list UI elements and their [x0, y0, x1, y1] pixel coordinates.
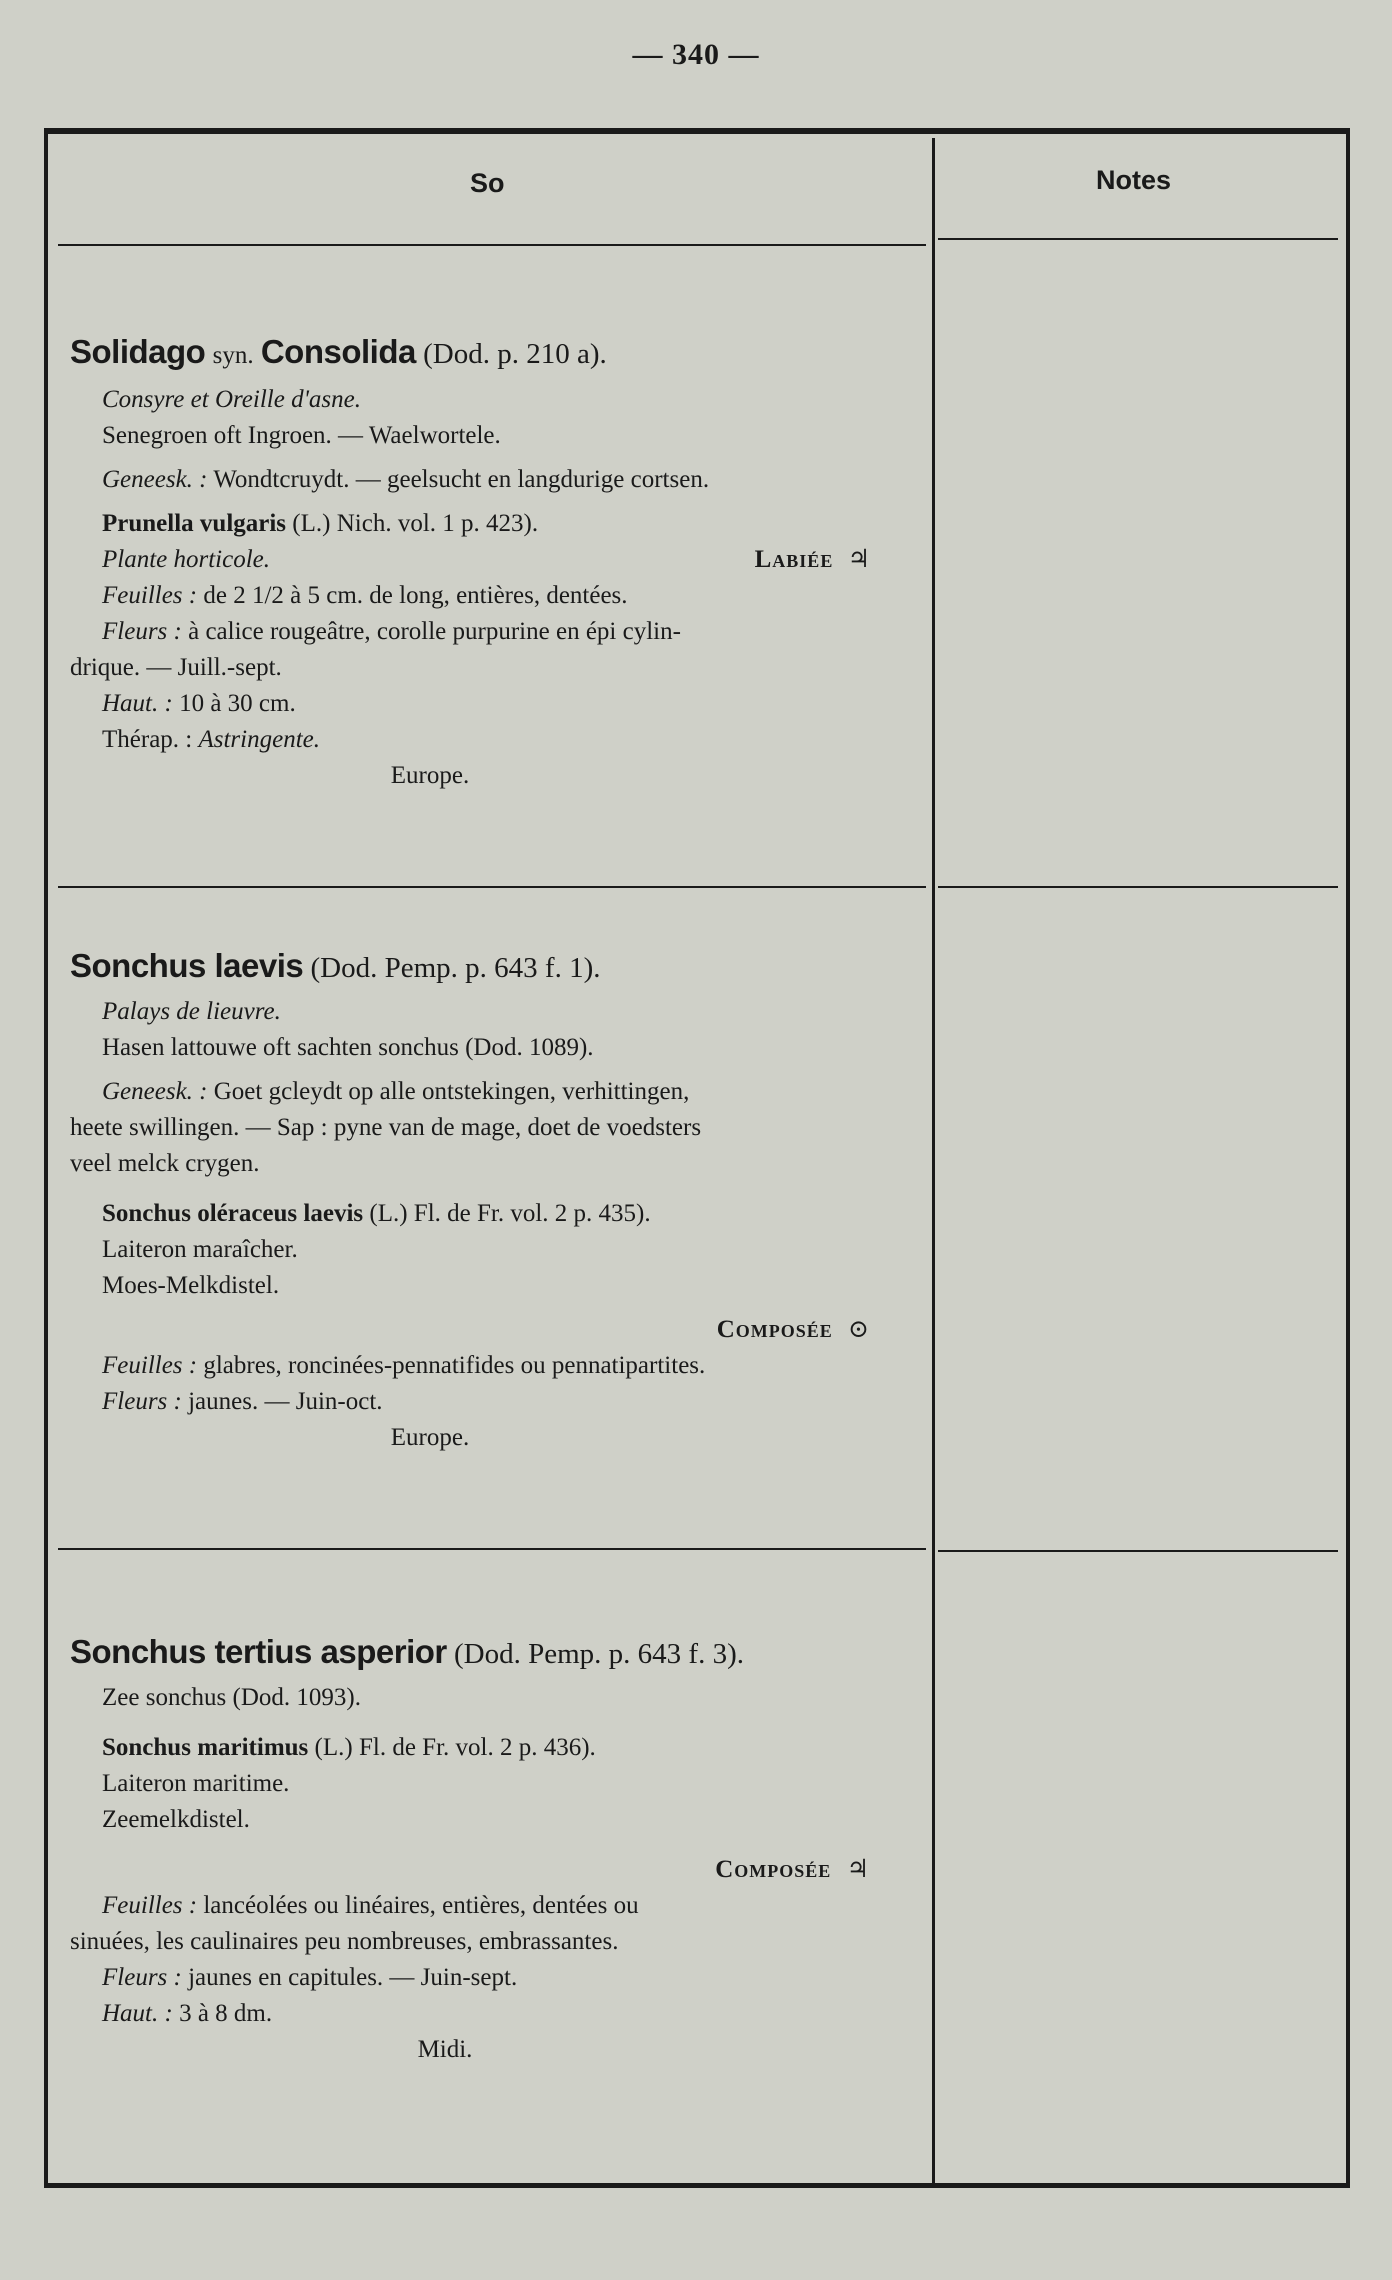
- common-name: Plante horticole.: [102, 546, 271, 573]
- entry-separator: [58, 886, 926, 888]
- family-line: [70, 542, 910, 578]
- geneesk-line-cont: veel melck crygen.: [70, 1150, 260, 1177]
- entry-sonchus-tertius: [70, 1630, 910, 2068]
- column-header-notes: Notes: [1096, 165, 1172, 195]
- feuilles-line: Feuilles : lancéolées ou linéaires, entières, dentées ou: [102, 1892, 639, 1919]
- entry-title: [70, 1630, 910, 1676]
- notes-separator: [938, 886, 1338, 888]
- geneesk-line: Geneesk. : Goet gcleydt op alle ontstekingen, verhittingen,: [102, 1078, 690, 1105]
- geneesk-line: Geneesk. : Wondtcruydt. — geelsucht en langdurige cortsen.: [102, 466, 710, 493]
- region: Midi.: [417, 2036, 473, 2063]
- annual-symbol-icon: ⊙: [848, 1316, 870, 1343]
- region: Europe.: [390, 762, 470, 789]
- dutch-name: Zeemelkdistel.: [102, 1806, 250, 1833]
- old-french-name: Consyre et Oreille d'asne.: [102, 386, 361, 413]
- column-header-main: So: [470, 168, 505, 198]
- modern-name-line: Sonchus oléraceus laevis (L.) Fl. de Fr. vol. 2 p. 435).: [102, 1200, 651, 1227]
- entry-name: Solidago: [70, 333, 206, 370]
- header-rule-main: [58, 244, 926, 246]
- haut-line: Haut. : 3 à 8 dm.: [102, 2000, 273, 2027]
- entry-reference: (Dod. Pemp. p. 643 f. 1).: [310, 952, 601, 984]
- region: Europe.: [390, 1424, 470, 1451]
- family-label: Composée ⊙: [716, 1316, 870, 1343]
- fleurs-line: Fleurs : à calice rougeâtre, corolle purpurine en épi cylin-: [102, 618, 681, 645]
- entry-solidago: [70, 330, 910, 794]
- column-divider: [932, 138, 935, 2188]
- entry-synonym: Consolida: [260, 333, 416, 370]
- fleurs-line: Fleurs : jaunes. — Juin-oct.: [102, 1388, 383, 1415]
- header-rule-notes: [938, 238, 1338, 240]
- page-number: — 340 —: [632, 38, 760, 71]
- french-name: Laiteron maraîcher.: [102, 1236, 298, 1263]
- geneesk-line-cont: heete swillingen. — Sap : pyne van de mage, doet de voedsters: [70, 1114, 702, 1141]
- feuilles-line: Feuilles : glabres, roncinées-pennatifides ou pennatipartites.: [102, 1352, 706, 1379]
- fleurs-line: Fleurs : jaunes en capitules. — Juin-sept.: [102, 1964, 518, 1991]
- entry-sonchus-laevis: [70, 944, 910, 1456]
- modern-name-line: Prunella vulgaris (L.) Nich. vol. 1 p. 423).: [102, 510, 539, 537]
- haut-line: Haut. : 10 à 30 cm.: [102, 690, 296, 717]
- entry-name: Sonchus laevis: [70, 947, 304, 984]
- family-label: Composée ♃: [715, 1856, 870, 1883]
- flemish-name: Zee sonchus (Dod. 1093).: [102, 1684, 361, 1711]
- perennial-symbol-icon: ♃: [847, 546, 870, 573]
- feuilles-line: Feuilles : de 2 1/2 à 5 cm. de long, entières, dentées.: [102, 582, 628, 609]
- family-label: Labiée ♃: [754, 546, 870, 573]
- entry-title: [70, 944, 910, 990]
- feuilles-line-cont: sinuées, les caulinaires peu nombreuses, embrassantes.: [70, 1928, 619, 1955]
- perennial-symbol-icon: ♃: [846, 1856, 870, 1883]
- therap-line: Thérap. : Astringente.: [102, 726, 320, 753]
- dutch-name: Moes-Melkdistel.: [102, 1272, 280, 1299]
- old-french-name: Palays de lieuvre.: [102, 998, 281, 1025]
- entry-name: Sonchus tertius asperior: [70, 1633, 447, 1670]
- entry-title: Solidago syn. Consolida (Dod. p. 210 a).: [70, 333, 607, 370]
- entry-separator: [58, 1548, 926, 1550]
- entry-reference: (Dod. p. 210 a).: [423, 338, 607, 370]
- flemish-name: Hasen lattouwe oft sachten sonchus (Dod. 1089).: [102, 1034, 594, 1061]
- fleurs-line-cont: drique. — Juill.-sept.: [70, 654, 282, 681]
- notes-separator: [938, 1550, 1338, 1552]
- entry-reference: (Dod. Pemp. p. 643 f. 3).: [454, 1638, 744, 1670]
- modern-name-line: Sonchus maritimus (L.) Fl. de Fr. vol. 2 p. 436).: [102, 1734, 596, 1761]
- french-name: Laiteron maritime.: [102, 1770, 290, 1797]
- flemish-name: Senegroen oft Ingroen. — Waelwortele.: [102, 422, 501, 449]
